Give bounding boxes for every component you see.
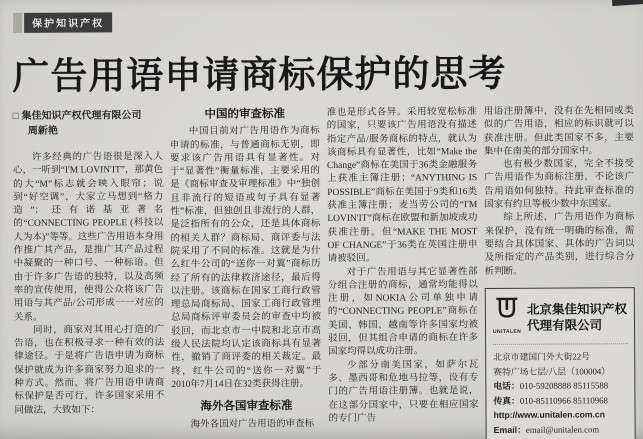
badge-label: 保护知识产权 [24,12,112,33]
contact-fax-row [493,393,628,408]
phone-label: 电话： [493,381,520,392]
contact-address-line1: 北京市建国门外大街22号 [493,351,591,363]
email-label: Email： [493,424,526,435]
contact-details [493,345,629,438]
contact-company-line1: 北京集佳知识产权 [526,301,628,317]
overseas-standard-heading: 海外各国审查标准 [200,400,293,414]
contact-email-row [494,422,629,437]
conclusion-paragraph: 综上所述，广告用语作为商标来保护，没有统一明确的标准，需要结合具体国家、具体的广告词以及所指定的产品类别，进行综合分析判断。 [484,212,635,277]
intro-paragraph-1: 许多经典的广告语很是深入人心，一听到“I'M LOVIN'IT”，那黄色的大“M”标志就会映入眼帘；说到“好空调”，大家立马想到“格力造”；还有诺基亚著名的“CONNECTING PEOPLE (科技以人为本)”等等。这些广告用语本身用作推广其产品，是推广其产品过程中凝聚的一种口号、一种标语。但由于许多广告语的独特，以及高频率的宣传使用，使得公众将该广告用语与其产品/公司形成一一对应的关系。 [13,152,164,323]
south-america-paragraph-start: 少部分南美国家，如萨尔瓦多、墨西哥和危地马拉等，设有专门的广告用语注册簿。也就是说，在这部分国家中，只要在相应国家的专门广告 [328,359,479,424]
contact-logo-row [493,295,628,345]
byline-company-name: 集佳知识产权代理有限公司 [21,110,142,122]
intro-paragraph-2: 同时，商家对其用心打造的广告语，也在积极寻求一种有效的法律途径。于是将广告语申请为商标保护就成为许多商家努力追求的一种方式。然而，将广告用语申请商标保护是否可行，许多国家采用不同做法，大致如下： [14,324,165,416]
byline-author: 周新艳 [27,125,58,137]
article-columns [13,105,637,439]
column-2 [170,107,322,439]
email-value: email@unitalen.com [525,424,600,435]
contact-phone-row [493,379,628,394]
overseas-paragraph-start: 海外各国对广告用语的审查标 [190,418,315,430]
phone-value: 010-59208888 85115588 [519,380,609,392]
column-4 [484,105,636,439]
section-badge [13,12,112,33]
unitalen-logo [493,296,521,340]
contact-company-line2: 代理有限公司 [527,317,603,333]
china-standard-paragraph: 中国目前对广告用语作为商标申请的标准，与普通商标无别，即要求该广告用语具有显著性。对于“显著性”衡量标准，主要采用的是《商标审查及审理标准》中“独创且非流行的短语或句子具有显著性”标准，但独创且非流行的人群，是泛指所有的公众，还是具体商标的相关人群？商标局、商评委与法院采用了不同的标准。这就是为什么红牛公司的“送你一对翼”商标历经了所有的法律救济途径，最后得以注册。该商标在国家工商行政管理总局商标局、国家工商行政管理总局商标评审委员会的审查中均被驳回，而北京市一中院和北京市高级人民法院均认定该商标具有显著性，撤销了商评委的相关裁定。最终，红牛公司的“送你一对翼”于2010年7月14日在32类获得注册。 [169,126,322,390]
contact-address-line2: 赛特广场七层/八层（100004） [493,366,611,377]
fax-value: 010-85110966 85110968 [519,395,608,406]
column-3 [327,106,479,439]
byline-bullet-icon: □ [12,110,19,122]
combination-mark-paragraph: 对于广告用语与其它显著性部分组合注册的商标，通常均能得以注册，如NOKIA公司单独申请的“CONNECTING PEOPLE”商标在美国、韩国、越南等许多国家均被驳回，但其组合申请的商标在许多国家均得以成功注册。 [327,266,479,358]
unitalen-logo-icon [495,296,519,320]
badge-square-icon [13,13,22,33]
article-title: 广告用语申请商标保护的思考 [12,53,507,98]
unitalen-logo-text: UNITALEN [493,328,522,336]
middle-east-paragraph: 也有极少数国家，完全不接受广告用语作为商标注册，不论该广告用语如何独特。持此审查标准的国家有约旦等极少数中东国家。 [484,159,635,211]
contact-website: http://www.unitalen.com.cn [493,409,605,421]
south-america-paragraph-continuation: 用语注册簿中，没有在先相同或类似的广告用语，相应的标识就可以获准注册。但此类国家不多，主要集中在南美的部分国家中。 [483,106,634,157]
column-1 [13,108,165,439]
china-standard-heading: 中国的审查标准 [204,108,285,121]
byline [13,108,163,139]
contact-company-name [527,301,627,334]
fax-label: 传真： [493,395,520,406]
byline-company [13,108,163,124]
overseas-paragraph-continuation: 准也是形式各异。采用较宽松标准的国家，只要该广告用语没有描述指定产品/服务商标的特点，就认为该商标具有显著性，比如“Make the Change”商标在美国于36类金融服务上获准主簿注册；“ANYTHING IS POSSIBLE”商标在美国于9类和16类获准主簿注册；麦当劳公司的“I'M LOVIN'IT”商标在欧盟和新加坡成功获准注册。但“MAKE THE MOST OF CHANGE”于36类在英国注册申请被驳回。 [326,107,478,265]
contact-box [485,287,636,439]
